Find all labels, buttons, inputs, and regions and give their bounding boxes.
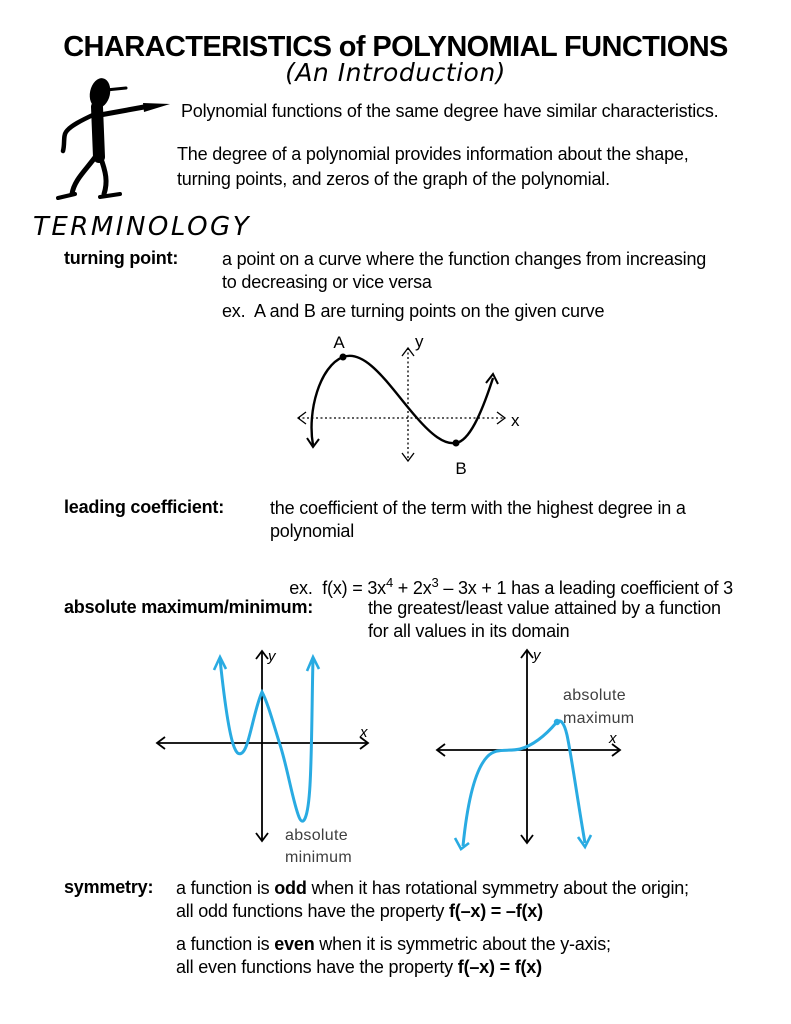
page-title: CHARACTERISTICS of POLYNOMIAL FUNCTIONS [63, 31, 728, 63]
x-axis-label: x [511, 411, 520, 430]
point-a-label: A [333, 333, 345, 352]
example-suffix: – 3x + 1 has a leading coefficient of 3 [438, 578, 733, 598]
even-line1-pre: a function is [176, 934, 275, 954]
stick-figure-icon [48, 76, 180, 222]
page-subtitle: (An Introduction) [285, 58, 506, 87]
intro-line-3: turning points, and zeros of the graph of the polynomial. [177, 169, 610, 189]
absolute-max-min-def-line2: for all values in its domain [368, 621, 570, 641]
point-b-label: B [455, 459, 467, 478]
odd-line1-post: when it has rotational symmetry about the origin; [306, 878, 689, 898]
absolute-minimum-annotation-line2: minimum [285, 849, 352, 866]
odd-line-1 [176, 877, 689, 900]
absolute-maximum-graph [428, 643, 686, 865]
polynomial-curve [312, 356, 493, 445]
absolute-maximum-dot [554, 719, 560, 725]
terminology-heading: TERMINOLOGY [33, 212, 252, 242]
pointing-hand-icon [143, 103, 170, 112]
turning-point-b-dot [453, 440, 460, 447]
symmetry-odd-paragraph [176, 877, 689, 923]
absolute-max-min-definition [368, 597, 721, 643]
quintic-curve [463, 721, 585, 846]
exponent-3: 3 [431, 575, 439, 590]
even-line2-pre: all even functions have the property [176, 957, 458, 977]
quartic-curve [220, 659, 313, 821]
odd-line-2 [176, 900, 689, 923]
leading-coefficient-definition [270, 497, 686, 543]
term-symmetry: symmetry: [64, 877, 154, 897]
term-turning-point: turning point: [64, 248, 179, 268]
absolute-minimum-annotation-line1: absolute [285, 827, 348, 844]
term-absolute-max-min: absolute maximum/minimum: [64, 597, 314, 617]
odd-word: odd [274, 878, 307, 898]
turning-point-def-line1: a point on a curve where the function changes from increasing [222, 249, 707, 269]
y-axis-label: y [533, 647, 541, 664]
absolute-max-min-def-line1: the greatest/least value attained by a function [368, 598, 721, 618]
intro-line-2: The degree of a polynomial provides information about the shape, [177, 144, 689, 164]
intro-paragraph [177, 142, 689, 192]
leading-coefficient-def-line1: the coefficient of the term with the highest degree in a [270, 498, 686, 518]
y-axis-label: y [268, 648, 276, 665]
intro-line-1: Polynomial functions of the same degree have similar characteristics. [181, 101, 719, 121]
leading-coefficient-def-line2: polynomial [270, 521, 355, 541]
turning-points-graph [270, 331, 555, 483]
term-leading-coefficient: leading coefficient: [64, 497, 225, 517]
absolute-minimum-graph [140, 645, 390, 867]
y-axis [256, 651, 268, 841]
example-mid: + 2x [392, 578, 432, 598]
absolute-maximum-annotation-line1: absolute [563, 687, 626, 704]
axis-arrow-icons [298, 348, 505, 461]
curve-arrow-icons [307, 374, 498, 447]
even-line-2 [176, 956, 611, 979]
even-line-1 [176, 933, 611, 956]
curve-arrow-icons [214, 657, 319, 671]
symmetry-even-paragraph [176, 933, 611, 979]
exponent-4: 4 [385, 575, 393, 590]
turning-point-def-line2: to decreasing or vice versa [222, 272, 432, 292]
x-axis-label: x [609, 730, 617, 747]
x-axis-label: x [360, 724, 368, 741]
absolute-maximum-annotation-line2: maximum [563, 710, 635, 727]
odd-line2-pre: all odd functions have the property [176, 901, 449, 921]
even-word: even [274, 934, 315, 954]
turning-point-a-dot [340, 354, 347, 361]
odd-formula: f(–x) = –f(x) [448, 901, 543, 921]
even-formula: f(–x) = f(x) [457, 957, 542, 977]
example-prefix: ex. f(x) = 3x [289, 578, 386, 598]
odd-line1-pre: a function is [176, 878, 275, 898]
even-line1-post: when it is symmetric about the y-axis; [314, 934, 611, 954]
y-axis-label: y [415, 332, 424, 351]
turning-point-definition [222, 248, 706, 294]
turning-point-example: ex. A and B are turning points on the given curve [222, 301, 605, 321]
